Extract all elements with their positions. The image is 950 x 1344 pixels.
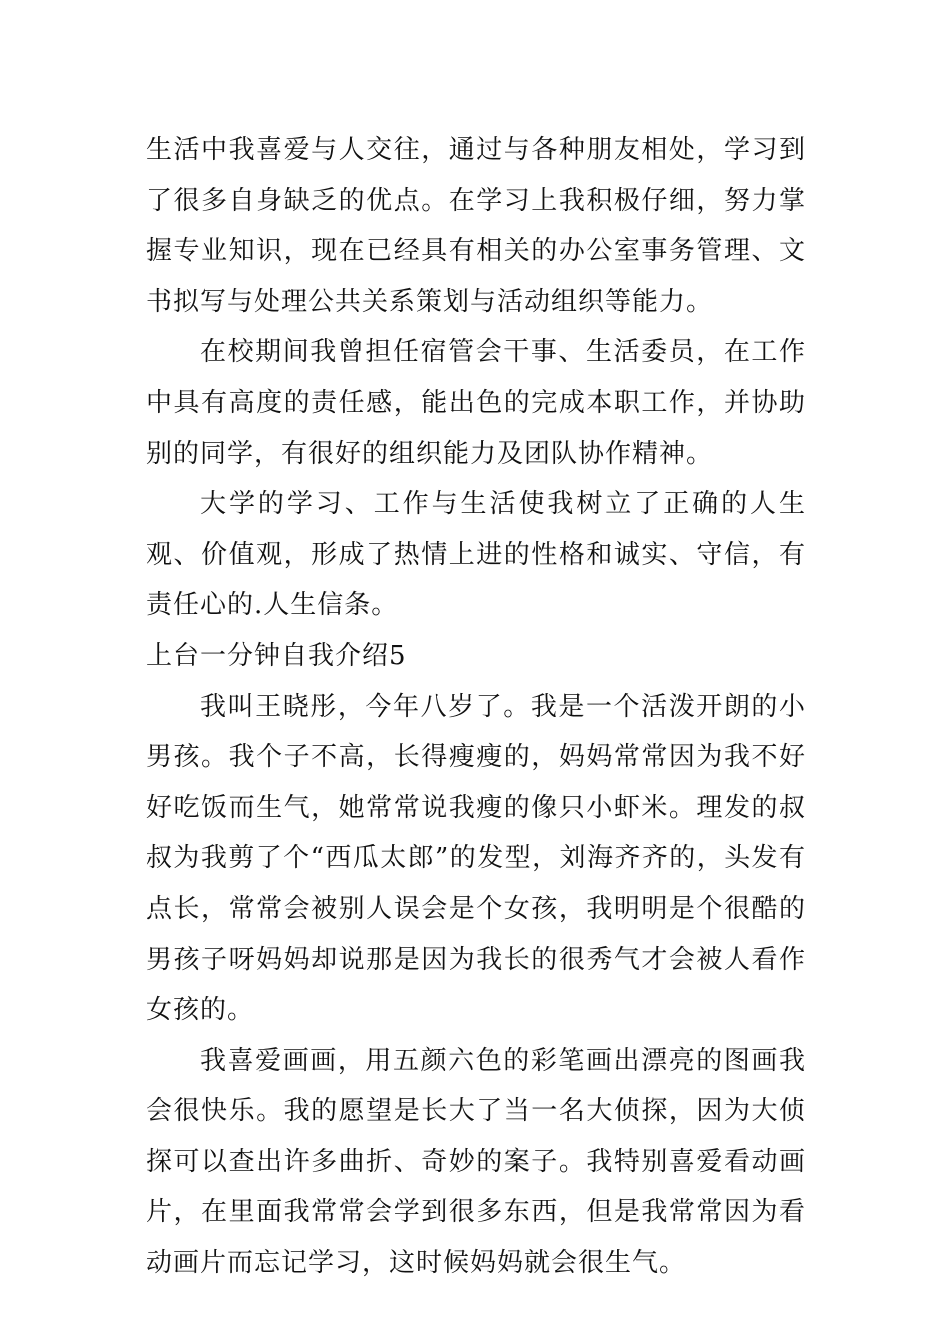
paragraph-1: 生活中我喜爱与人交往，通过与各种朋友相处，学习到了很多自身缺乏的优点。在学习上我积极仔细，努力掌握专业知识，现在已经具有相关的办公室事务管理、文书拟写与处理公共关系策划与活动组织等能力。 (146, 135, 806, 317)
document-body (146, 125, 806, 1289)
paragraph-2: 在校期间我曾担任宿管会干事、生活委员，在工作中具有高度的责任感，能出色的完成本职工作，并协助别的同学，有很好的组织能力及团队协作精神。 (146, 337, 806, 469)
paragraph-4: 我叫王晓彤，今年八岁了。我是一个活泼开朗的小男孩。我个子不高，长得瘦瘦的，妈妈常常因为我不好好吃饭而生气，她常常说我瘦的像只小虾米。理发的叔叔为我剪了个“西瓜太郎”的发型，刘海齐齐的，头发有点长，常常会被别人误会是个女孩，我明明是个很酷的男孩子呀妈妈却说那是因为我长的很秀气才会被人看作女孩的。 (146, 691, 806, 1026)
section-heading: 上台一分钟自我介绍5 (146, 640, 407, 671)
paragraph-5: 我喜爱画画，用五颜六色的彩笔画出漂亮的图画我会很快乐。我的愿望是长大了当一名大侦探，因为大侦探可以查出许多曲折、奇妙的案子。我特别喜爱看动画片，在里面我常常会学到很多东西，但是我常常因为看动画片而忘记学习，这时候妈妈就会很生气。 (146, 1045, 806, 1279)
paragraph-3: 大学的学习、工作与生活使我树立了正确的人生观、价值观，形成了热情上进的性格和诚实、守信，有责任心的.人生信条。 (146, 489, 806, 621)
